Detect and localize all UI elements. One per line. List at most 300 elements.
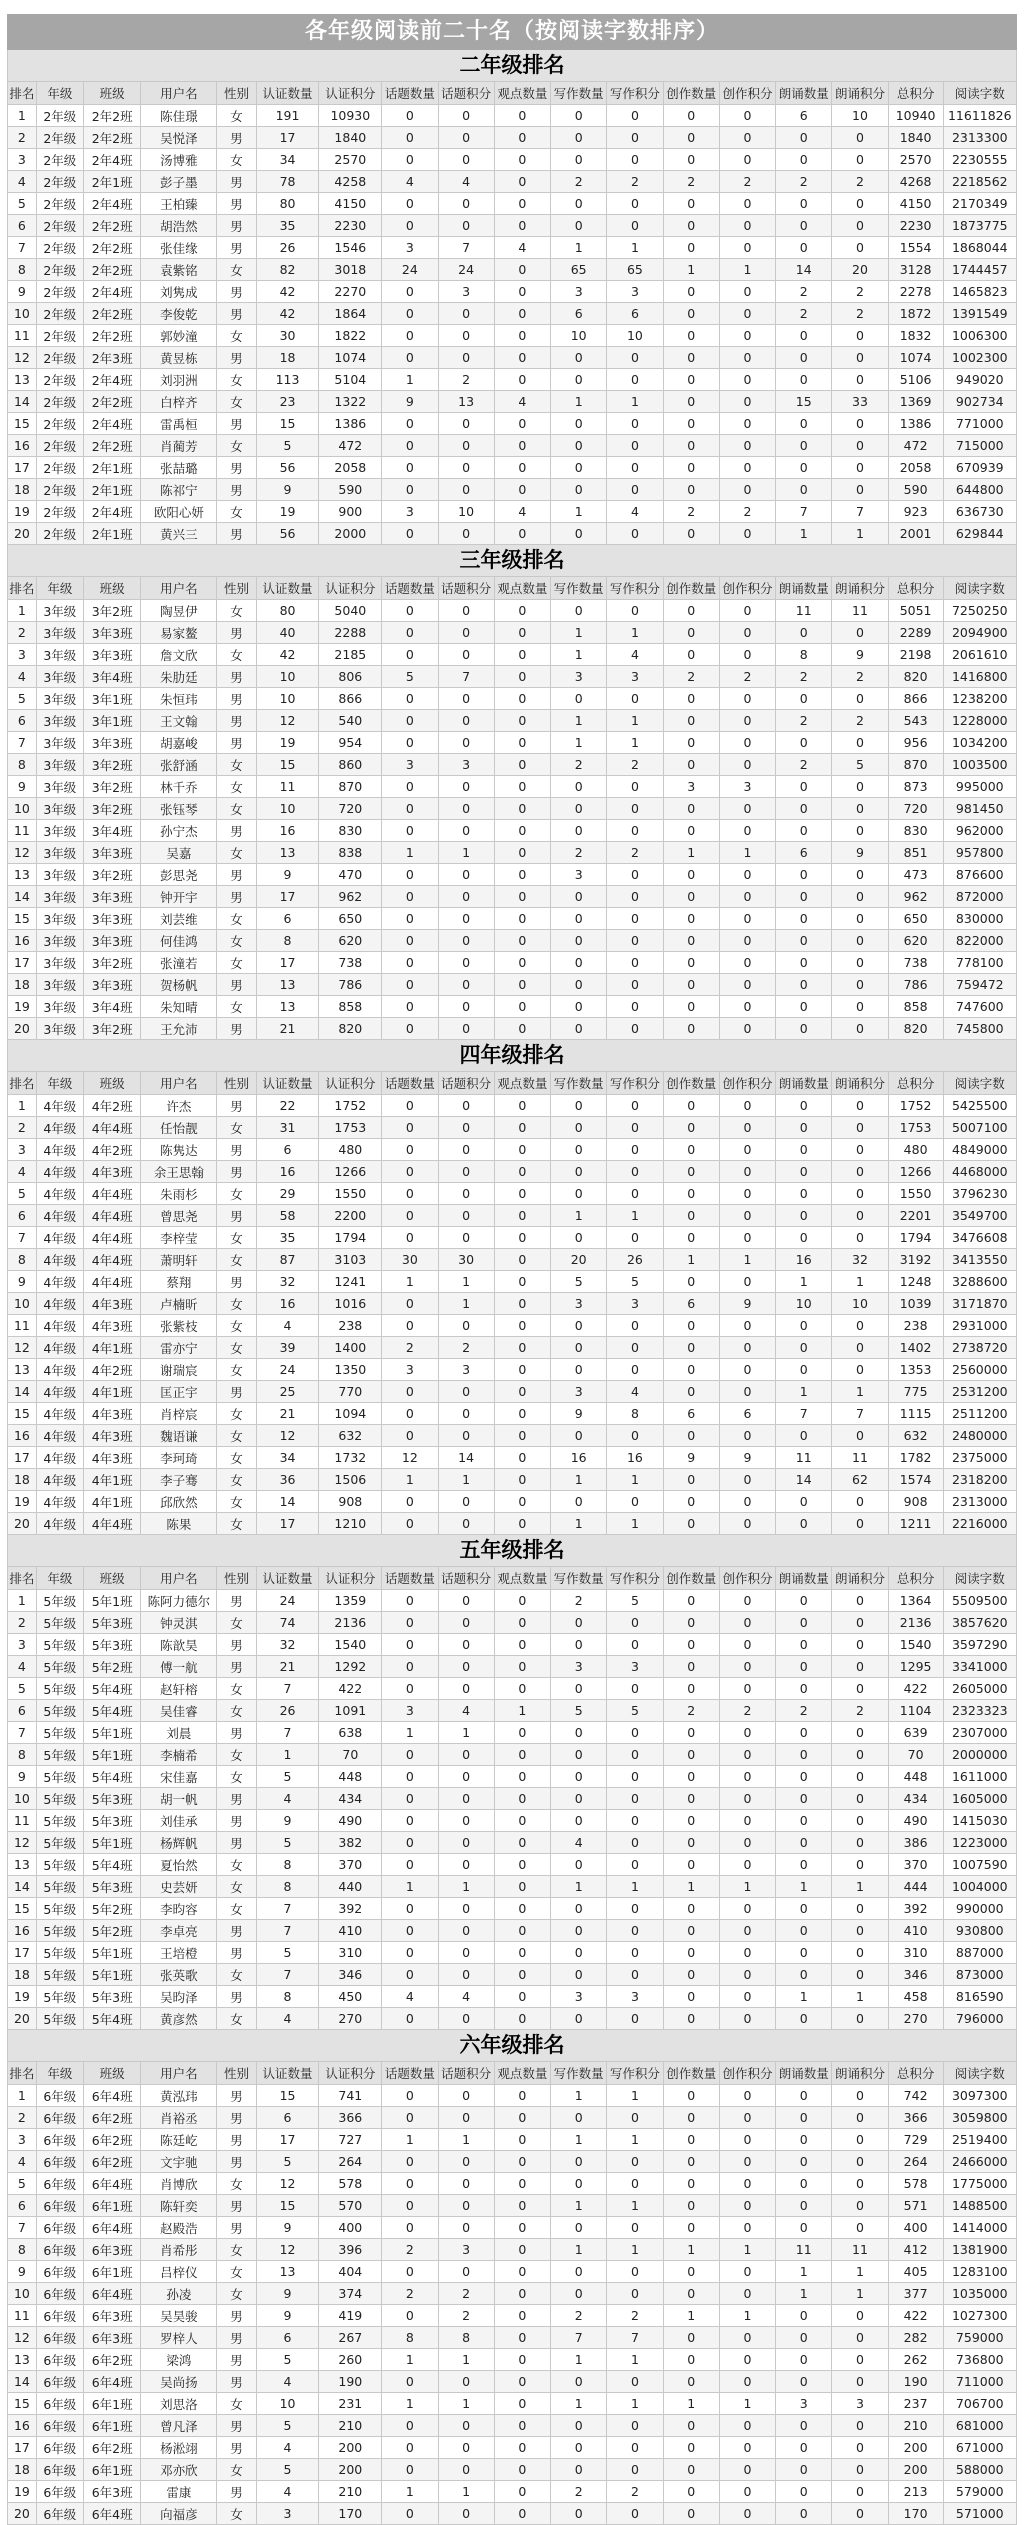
table-cell: 2年级 <box>36 281 83 303</box>
table-cell: 2218562 <box>943 171 1016 193</box>
table-cell: 0 <box>832 193 888 215</box>
table-cell: 0 <box>607 820 663 842</box>
table-cell: 5 <box>256 2151 319 2173</box>
table-row <box>8 1117 1017 1139</box>
table-cell: 0 <box>494 2217 550 2239</box>
column-header: 阅读字数 <box>943 577 1016 600</box>
table-cell: 0 <box>719 2349 775 2371</box>
table-cell: 6年级 <box>36 2503 83 2525</box>
table-cell: 0 <box>663 2459 719 2481</box>
table-cell: 9 <box>663 1447 719 1469</box>
table-cell: 480 <box>888 1139 943 1161</box>
table-cell: 0 <box>382 886 438 908</box>
table-cell: 9 <box>719 1447 775 1469</box>
table-cell: 1 <box>438 1469 494 1491</box>
table-cell: 0 <box>663 435 719 457</box>
table-cell: 0 <box>382 2459 438 2481</box>
table-cell: 0 <box>382 1095 438 1117</box>
column-header: 创作积分 <box>719 577 775 600</box>
table-cell: 16 <box>8 930 37 952</box>
table-cell: 3年级 <box>36 798 83 820</box>
table-cell: 39 <box>256 1337 319 1359</box>
table-cell: 0 <box>607 1942 663 1964</box>
table-cell: 0 <box>551 1612 607 1634</box>
table-cell: 0 <box>438 2459 494 2481</box>
table-cell: 赵殿浩 <box>141 2217 217 2239</box>
table-cell: 0 <box>494 930 550 952</box>
table-cell: 0 <box>551 2107 607 2129</box>
table-cell: 270 <box>319 2008 382 2030</box>
table-cell: 1322 <box>319 391 382 413</box>
table-cell: 8 <box>8 1249 37 1271</box>
table-cell: 0 <box>438 1227 494 1249</box>
table-cell: 0 <box>551 127 607 149</box>
table-cell: 571 <box>888 2195 943 2217</box>
table-cell: 1 <box>776 1381 832 1403</box>
table-cell: 2年级 <box>36 259 83 281</box>
table-cell: 0 <box>832 2327 888 2349</box>
table-cell: 1074 <box>319 347 382 369</box>
column-header: 性别 <box>217 1567 256 1590</box>
table-cell: 0 <box>776 1513 832 1535</box>
table-cell: 0 <box>494 864 550 886</box>
table-cell: 0 <box>663 1766 719 1788</box>
table-cell: 0 <box>832 1205 888 1227</box>
table-cell: 0 <box>832 952 888 974</box>
column-header: 排名 <box>8 2062 37 2085</box>
column-header: 认证数量 <box>256 1072 319 1095</box>
table-cell: 0 <box>719 644 775 666</box>
table-cell: 0 <box>438 1964 494 1986</box>
table-cell: 男 <box>217 820 256 842</box>
table-cell: 0 <box>663 1337 719 1359</box>
table-cell: 24 <box>256 1359 319 1381</box>
table-cell: 410 <box>888 1920 943 1942</box>
table-cell: 孙宁杰 <box>141 820 217 842</box>
table-cell: 3年级 <box>36 688 83 710</box>
table-cell: 3796230 <box>943 1183 1016 1205</box>
table-cell: 4年级 <box>36 1161 83 1183</box>
table-cell: 6年级 <box>36 2371 83 2393</box>
table-cell: 5年级 <box>36 1700 83 1722</box>
table-cell: 10 <box>8 1293 37 1315</box>
table-cell: 0 <box>719 1095 775 1117</box>
table-cell: 6年级 <box>36 2305 83 2327</box>
table-cell: 0 <box>719 1491 775 1513</box>
table-cell: 0 <box>663 1469 719 1491</box>
table-cell: 3年4班 <box>83 996 141 1018</box>
table-cell: 419 <box>319 2305 382 2327</box>
table-cell: 1415030 <box>943 1810 1016 1832</box>
table-cell: 873 <box>888 776 943 798</box>
table-cell: 11 <box>776 1447 832 1469</box>
table-cell: 朱知晴 <box>141 996 217 1018</box>
table-cell: 20 <box>8 1513 37 1535</box>
table-cell: 0 <box>663 1491 719 1513</box>
table-cell: 851 <box>888 842 943 864</box>
table-cell: 0 <box>438 1898 494 1920</box>
table-cell: 0 <box>494 1315 550 1337</box>
table-cell: 0 <box>438 149 494 171</box>
table-cell: 2 <box>438 2305 494 2327</box>
table-cell: 0 <box>438 1832 494 1854</box>
table-cell: 0 <box>438 1018 494 1040</box>
table-cell: 9 <box>8 1271 37 1293</box>
table-cell: 0 <box>438 1095 494 1117</box>
table-cell: 0 <box>382 2415 438 2437</box>
table-cell: 0 <box>494 908 550 930</box>
table-cell: 0 <box>494 215 550 237</box>
table-cell: 6年4班 <box>83 2217 141 2239</box>
table-cell: 王柏臻 <box>141 193 217 215</box>
column-header: 朗诵积分 <box>832 82 888 105</box>
table-cell: 1 <box>607 1469 663 1491</box>
table-cell: 0 <box>719 1425 775 1447</box>
table-cell: 0 <box>663 1271 719 1293</box>
table-cell: 男 <box>217 1161 256 1183</box>
table-cell: 3年级 <box>36 1018 83 1040</box>
table-cell: 1 <box>776 2261 832 2283</box>
table-cell: 480 <box>319 1139 382 1161</box>
table-cell: 0 <box>832 2349 888 2371</box>
column-header: 话题数量 <box>382 577 438 600</box>
table-cell: 56 <box>256 457 319 479</box>
table-cell: 2年2班 <box>83 237 141 259</box>
table-cell: 1364 <box>888 1590 943 1612</box>
table-cell: 0 <box>551 2415 607 2437</box>
table-cell: 838 <box>319 842 382 864</box>
table-row <box>8 457 1017 479</box>
table-cell: 2 <box>719 666 775 688</box>
table-cell: 12 <box>256 2239 319 2261</box>
table-cell: 0 <box>494 1634 550 1656</box>
table-cell: 0 <box>382 2008 438 2030</box>
table-cell: 820 <box>888 666 943 688</box>
table-cell: 70 <box>888 1744 943 1766</box>
table-cell: 902734 <box>943 391 1016 413</box>
table-cell: 13 <box>256 996 319 1018</box>
table-cell: 3857620 <box>943 1612 1016 1634</box>
table-cell: 男 <box>217 732 256 754</box>
table-cell: 0 <box>663 798 719 820</box>
table-cell: 2 <box>607 171 663 193</box>
table-cell: 0 <box>832 2371 888 2393</box>
table-cell: 2年3班 <box>83 347 141 369</box>
table-cell: 0 <box>776 1315 832 1337</box>
table-cell: 7 <box>438 666 494 688</box>
table-cell: 0 <box>663 1205 719 1227</box>
table-cell: 2 <box>719 501 775 523</box>
table-cell: 6年1班 <box>83 2459 141 2481</box>
table-cell: 400 <box>319 2217 382 2239</box>
table-row <box>8 908 1017 930</box>
table-cell: 11 <box>8 1810 37 1832</box>
table-cell: 644800 <box>943 479 1016 501</box>
table-cell: 2 <box>776 281 832 303</box>
table-cell: 6 <box>719 1403 775 1425</box>
table-cell: 0 <box>719 435 775 457</box>
table-cell: 2 <box>776 171 832 193</box>
table-cell: 0 <box>663 215 719 237</box>
table-cell: 男 <box>217 2305 256 2327</box>
table-cell: 0 <box>382 457 438 479</box>
table-cell: 0 <box>719 2195 775 2217</box>
table-cell: 0 <box>438 1942 494 1964</box>
table-cell: 男 <box>217 1095 256 1117</box>
table-cell: 2519400 <box>943 2129 1016 2151</box>
table-cell: 0 <box>776 1491 832 1513</box>
table-cell: 2 <box>8 1612 37 1634</box>
table-cell: 786 <box>888 974 943 996</box>
table-cell: 3年级 <box>36 930 83 952</box>
table-cell: 1359 <box>319 1590 382 1612</box>
table-cell: 3年2班 <box>83 754 141 776</box>
table-cell: 3年级 <box>36 908 83 930</box>
table-cell: 0 <box>551 1139 607 1161</box>
table-cell: 17 <box>256 1513 319 1535</box>
table-cell: 2570 <box>319 149 382 171</box>
table-cell: 0 <box>382 908 438 930</box>
table-cell: 0 <box>494 2195 550 2217</box>
table-cell: 0 <box>663 1920 719 1942</box>
table-cell: 0 <box>719 1315 775 1337</box>
column-header: 用户名 <box>141 577 217 600</box>
table-cell: 0 <box>832 1920 888 1942</box>
table-cell: 1283100 <box>943 2261 1016 2283</box>
table-cell: 0 <box>776 1788 832 1810</box>
table-cell: 6年级 <box>36 2261 83 2283</box>
table-cell: 0 <box>663 2151 719 2173</box>
table-cell: 0 <box>832 2195 888 2217</box>
table-cell: 0 <box>663 732 719 754</box>
table-cell: 6 <box>8 1700 37 1722</box>
table-cell: 820 <box>319 1018 382 1040</box>
table-cell: 5 <box>8 688 37 710</box>
table-cell: 2年2班 <box>83 325 141 347</box>
table-cell: 0 <box>719 1942 775 1964</box>
table-cell: 2000000 <box>943 1744 1016 1766</box>
table-cell: 0 <box>382 710 438 732</box>
table-cell: 李俊乾 <box>141 303 217 325</box>
table-cell: 0 <box>382 732 438 754</box>
table-cell: 孙凌 <box>141 2283 217 2305</box>
table-cell: 0 <box>719 215 775 237</box>
table-cell: 2年级 <box>36 149 83 171</box>
table-cell: 0 <box>663 457 719 479</box>
table-cell: 7 <box>8 2217 37 2239</box>
table-cell: 0 <box>551 1315 607 1337</box>
table-cell: 2 <box>382 2239 438 2261</box>
table-cell: 0 <box>438 996 494 1018</box>
table-cell: 10 <box>256 798 319 820</box>
table-cell: 6年级 <box>36 2283 83 2305</box>
table-cell: 0 <box>832 1161 888 1183</box>
table-cell: 0 <box>663 1898 719 1920</box>
table-cell: 3 <box>551 1986 607 2008</box>
table-cell: 0 <box>382 2173 438 2195</box>
table-cell: 0 <box>776 1898 832 1920</box>
table-cell: 1744457 <box>943 259 1016 281</box>
table-cell: 5 <box>551 1700 607 1722</box>
table-cell: 858 <box>888 996 943 1018</box>
table-cell: 0 <box>607 1634 663 1656</box>
table-cell: 2 <box>832 303 888 325</box>
table-cell: 0 <box>607 1964 663 1986</box>
column-header: 朗诵数量 <box>776 82 832 105</box>
table-cell: 0 <box>663 2503 719 2525</box>
column-header: 话题数量 <box>382 2062 438 2085</box>
table-cell: 2738720 <box>943 1337 1016 1359</box>
table-cell: 3 <box>382 754 438 776</box>
table-row <box>8 2217 1017 2239</box>
table-cell: 15 <box>8 908 37 930</box>
table-cell: 10 <box>256 2393 319 2415</box>
table-cell: 0 <box>832 1832 888 1854</box>
table-cell: 0 <box>663 369 719 391</box>
table-cell: 2年级 <box>36 369 83 391</box>
table-cell: 0 <box>607 2107 663 2129</box>
table-cell: 女 <box>217 930 256 952</box>
table-cell: 40 <box>256 622 319 644</box>
table-cell: 0 <box>382 2107 438 2129</box>
table-cell: 2年级 <box>36 413 83 435</box>
table-cell: 0 <box>663 1942 719 1964</box>
table-cell: 0 <box>382 1656 438 1678</box>
table-row <box>8 666 1017 688</box>
table-cell: 18 <box>8 479 37 501</box>
table-cell: 6年2班 <box>83 2129 141 2151</box>
table-cell: 0 <box>776 1590 832 1612</box>
table-cell: 0 <box>719 996 775 1018</box>
table-cell: 女 <box>217 2173 256 2195</box>
table-cell: 0 <box>719 1117 775 1139</box>
table-cell: 2 <box>551 754 607 776</box>
table-cell: 17 <box>8 457 37 479</box>
table-cell: 366 <box>888 2107 943 2129</box>
table-cell: 1400 <box>319 1337 382 1359</box>
table-row <box>8 1469 1017 1491</box>
table-cell: 87 <box>256 1249 319 1271</box>
table-cell: 0 <box>438 2173 494 2195</box>
table-cell: 0 <box>832 908 888 930</box>
table-cell: 1540 <box>888 1634 943 1656</box>
table-cell: 雷康 <box>141 2481 217 2503</box>
table-cell: 1794 <box>888 1227 943 1249</box>
table-cell: 1 <box>719 1876 775 1898</box>
table-cell: 5 <box>8 1183 37 1205</box>
table-cell: 0 <box>494 127 550 149</box>
table-cell: 3年级 <box>36 820 83 842</box>
column-header: 创作数量 <box>663 2062 719 2085</box>
table-cell: 543 <box>888 710 943 732</box>
table-cell: 0 <box>832 930 888 952</box>
table-cell: 4849000 <box>943 1139 1016 1161</box>
table-cell: 0 <box>719 1381 775 1403</box>
table-cell: 女 <box>217 1744 256 1766</box>
table-cell: 4年级 <box>36 1491 83 1513</box>
column-header: 创作积分 <box>719 1567 775 1590</box>
column-header: 班级 <box>83 2062 141 2085</box>
table-cell: 0 <box>551 2217 607 2239</box>
table-cell: 1266 <box>888 1161 943 1183</box>
table-cell: 0 <box>607 798 663 820</box>
table-cell: 650 <box>888 908 943 930</box>
table-cell: 17 <box>8 1447 37 1469</box>
table-cell: 0 <box>719 391 775 413</box>
table-cell: 12 <box>256 2173 319 2195</box>
table-cell: 0 <box>776 1920 832 1942</box>
table-row <box>8 886 1017 908</box>
table-cell: 470 <box>319 864 382 886</box>
table-cell: 578 <box>319 2173 382 2195</box>
table-cell: 0 <box>607 2173 663 2195</box>
table-cell: 0 <box>832 886 888 908</box>
table-cell: 女 <box>217 2239 256 2261</box>
table-cell: 796000 <box>943 2008 1016 2030</box>
table-cell: 16 <box>776 1249 832 1271</box>
table-cell: 9 <box>256 2305 319 2327</box>
column-header: 阅读字数 <box>943 2062 1016 2085</box>
table-row <box>8 1337 1017 1359</box>
table-cell: 4年级 <box>36 1095 83 1117</box>
column-header: 朗诵数量 <box>776 1072 832 1095</box>
table-cell: 238 <box>888 1315 943 1337</box>
table-cell: 女 <box>217 1117 256 1139</box>
table-cell: 5年1班 <box>83 1942 141 1964</box>
table-cell: 3413550 <box>943 1249 1016 1271</box>
table-cell: 3 <box>438 2239 494 2261</box>
table-cell: 0 <box>776 776 832 798</box>
table-cell: 887000 <box>943 1942 1016 1964</box>
table-cell: 0 <box>438 1854 494 1876</box>
table-cell: 0 <box>382 1854 438 1876</box>
table-cell: 女 <box>217 1337 256 1359</box>
table-cell: 4年4班 <box>83 1205 141 1227</box>
table-cell: 35 <box>256 1227 319 1249</box>
table-cell: 422 <box>319 1678 382 1700</box>
table-cell: 0 <box>832 1942 888 1964</box>
table-cell: 9 <box>551 1403 607 1425</box>
table-cell: 0 <box>832 1018 888 1040</box>
table-cell: 6 <box>663 1293 719 1315</box>
section-title: 六年级排名 <box>7 2030 1017 2061</box>
table-cell: 杨淞翊 <box>141 2437 217 2459</box>
table-cell: 1091 <box>319 1700 382 1722</box>
section-title: 五年级排名 <box>7 1535 1017 1566</box>
table-cell: 450 <box>319 1986 382 2008</box>
table-row <box>8 2129 1017 2151</box>
table-cell: 310 <box>319 1942 382 1964</box>
table-cell: 1775000 <box>943 2173 1016 2195</box>
table-cell: 995000 <box>943 776 1016 798</box>
table-cell: 267 <box>319 2327 382 2349</box>
table-cell: 0 <box>776 2371 832 2393</box>
table-cell: 3192 <box>888 1249 943 1271</box>
table-cell: 19 <box>8 501 37 523</box>
table-cell: 8 <box>256 930 319 952</box>
table-cell: 6 <box>776 105 832 127</box>
table-cell: 0 <box>719 732 775 754</box>
table-cell: 0 <box>663 930 719 952</box>
table-cell: 0 <box>663 974 719 996</box>
table-cell: 0 <box>663 105 719 127</box>
table-cell: 237 <box>888 2393 943 2415</box>
table-row <box>8 1271 1017 1293</box>
column-header: 写作积分 <box>607 2062 663 2085</box>
table-cell: 7 <box>256 1898 319 1920</box>
table-cell: 1 <box>551 644 607 666</box>
table-cell: 5年级 <box>36 1766 83 1788</box>
